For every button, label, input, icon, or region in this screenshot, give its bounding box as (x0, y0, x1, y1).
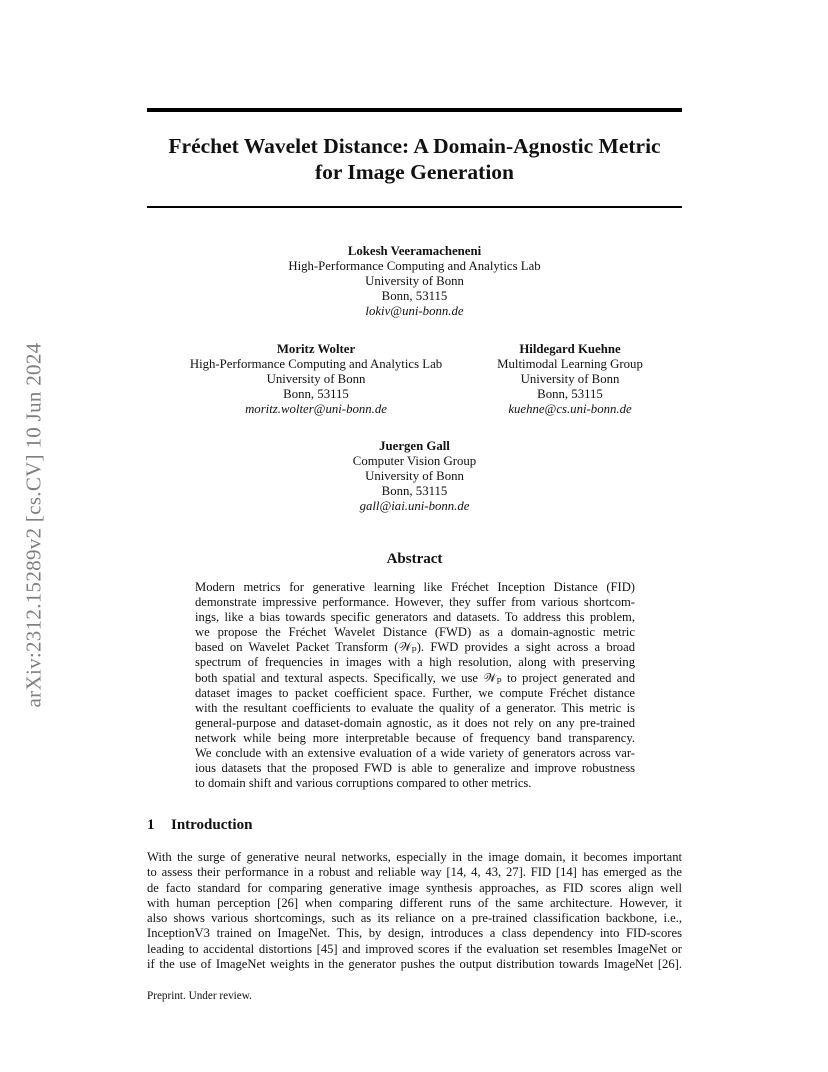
abstract-line: ious datasets that the proposed FWD is able to generalize and improve robustness (195, 761, 635, 776)
author-university: University of Bonn (365, 469, 464, 483)
author-location: Bonn, 53115 (381, 289, 448, 303)
author-university: University of Bonn (520, 372, 620, 386)
author-email[interactable]: kuehne@cs.uni-bonn.de (508, 402, 632, 416)
author-affiliation: Multimodal Learning Group (497, 357, 643, 371)
author-name: Hildegard Kuehne (519, 342, 621, 356)
author-name: Lokesh Veeramacheneni (347, 244, 482, 258)
abstract-heading: Abstract (386, 551, 443, 567)
abstract-line: dataset images to packet coefficient space. Further, we compute Fréchet distance (195, 685, 635, 700)
abstract-line: Modern metrics for generative learning like Fréchet Inception Distance (FID) (195, 580, 635, 594)
abstract-body (195, 580, 635, 791)
author-location: Bonn, 53115 (537, 387, 603, 401)
abstract-line: network while being more interpretable because of frequency band transparency. (195, 730, 635, 745)
abstract-line: demonstrate impressive performance. However, they suffer from various shortcom- (195, 595, 635, 610)
author-name: Juergen Gall (379, 439, 450, 453)
author-affiliation: Computer Vision Group (352, 454, 477, 468)
intro-line: also shows various shortcomings, such as its reliance on a pre-trained classification backbone, i.e., (147, 911, 682, 926)
title-top-rule (147, 108, 682, 112)
intro-line: with human perception [26] when comparing different runs of the same architecture. However, it (147, 895, 682, 910)
author-block-gall (147, 439, 682, 514)
abstract-line: ings, like a bias towards specific generators and datasets. To address this problem, (195, 610, 635, 625)
author-block-kuehne (480, 342, 660, 417)
section-number: 1 (147, 817, 155, 833)
intro-line: With the surge of generative neural networks, especially in the image domain, it becomes important (147, 850, 682, 864)
section-heading-introduction (147, 817, 252, 834)
author-email[interactable]: moritz.wolter@uni-bonn.de (245, 402, 387, 416)
intro-line: de facto standard for comparing generative image synthesis approaches, as FID scores align well (147, 880, 682, 895)
intro-line: to assess their performance in a robust and reliable way [14, 4, 43, 27]. FID [14] has emerged as the (147, 865, 682, 880)
author-block-veeramacheneni (147, 244, 682, 319)
abstract-line: based on Wavelet Packet Transform (𝒲ₚ). FWD provides a sight across a broad (195, 640, 635, 655)
paper-title-line-2: for Image Generation (314, 160, 515, 184)
author-university: University of Bonn (266, 372, 366, 386)
abstract-line: general-purpose and dataset-domain agnostic, as it does not rely on any pre-trained (195, 715, 635, 730)
intro-line: InceptionV3 trained on ImageNet. This, by design, introduces a class dependency into FID-scores (147, 926, 682, 941)
author-email[interactable]: gall@iai.uni-bonn.de (359, 499, 470, 513)
abstract-line: We conclude with an extensive evaluation of a wide variety of generators across var- (195, 746, 635, 761)
abstract-line: with the resultant coefficients to evaluate the quality of a generator. This metric is (195, 700, 635, 715)
author-location: Bonn, 53115 (283, 387, 349, 401)
author-affiliation: High-Performance Computing and Analytics Lab (288, 259, 541, 273)
abstract-line: to domain shift and various corruptions compared to other metrics. (195, 776, 532, 791)
paper-title-line-1: Fréchet Wavelet Distance: A Domain-Agnostic Metric (168, 134, 661, 158)
title-bottom-rule (147, 206, 682, 208)
author-university: University of Bonn (365, 274, 464, 288)
section-title: Introduction (171, 817, 253, 833)
author-affiliation: High-Performance Computing and Analytics Lab (189, 357, 443, 371)
preprint-footnote: Preprint. Under review. (147, 990, 252, 1002)
intro-line: leading to accidental distortions [45] and improved scores if the evaluation set resembles ImageNet or (147, 941, 682, 956)
paper-title (147, 133, 682, 185)
abstract-line: both spatial and textural aspects. Specifically, we use 𝒲ₚ to project generated and (195, 670, 635, 685)
author-name: Moritz Wolter (276, 342, 356, 356)
author-email[interactable]: lokiv@uni-bonn.de (365, 304, 464, 318)
author-location: Bonn, 53115 (381, 484, 448, 498)
abstract-line: spectrum of frequencies in images with a high resolution, along with preserving (195, 655, 635, 670)
arxiv-identifier-stamp: arXiv:2312.15289v2 [cs.CV] 10 Jun 2024 (21, 342, 46, 708)
introduction-paragraph (147, 850, 682, 972)
author-block-wolter (166, 342, 466, 417)
abstract-line: we propose the Fréchet Wavelet Distance (FWD) as a domain-agnostic metric (195, 625, 635, 640)
intro-line: if the use of ImageNet weights in the generator pushes the output distribution towards ImageNet [26]. (147, 957, 682, 972)
